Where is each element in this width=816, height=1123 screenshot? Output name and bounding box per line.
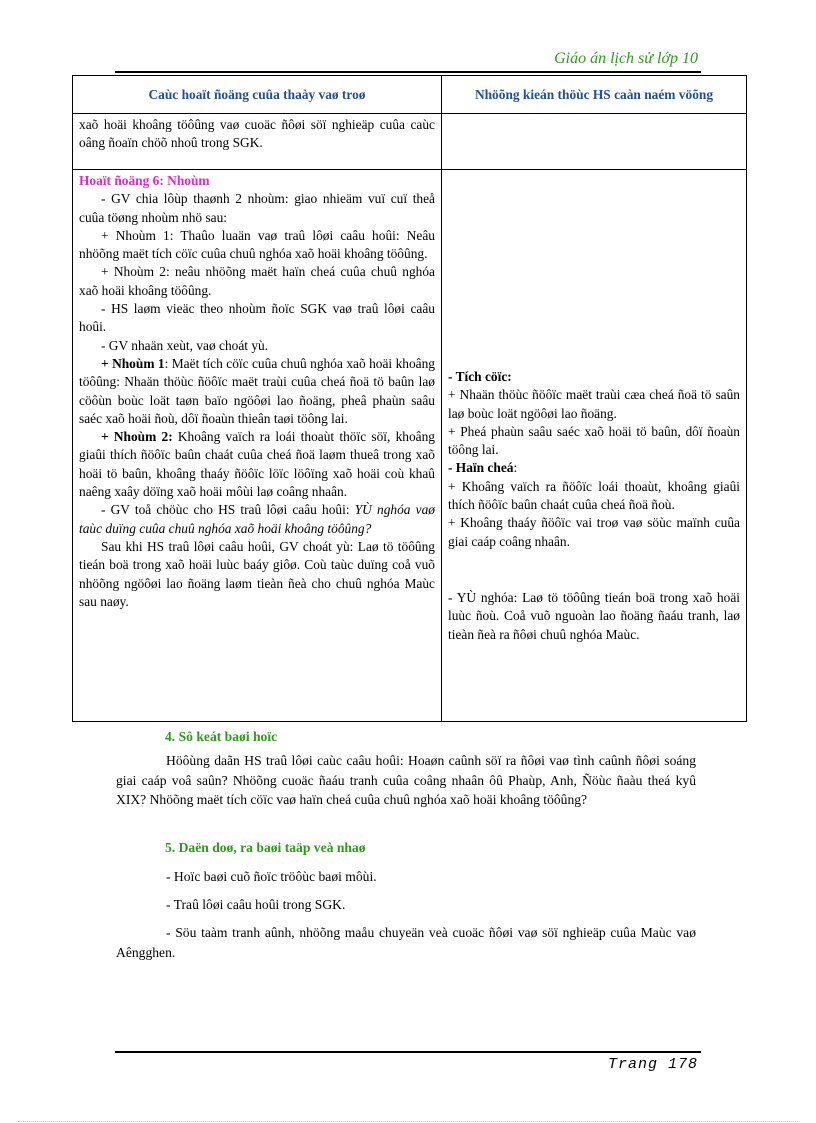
activity-paragraph: + Nhoùm 2: neâu nhöõng maët haïn cheá cuûa chuû nghóa xaõ hoäi khoâng töôûng. [79,264,435,298]
activity-paragraph: - GV nhaän xeùt, vaø choát yù. [101,337,269,353]
spacer [448,551,740,589]
knowledge-item: + Khoâng vaïch ra ñöôïc loái thoaùt, khoâng giaûi thích ñöôïc baûn chaát cuûa cheá ñoä ñoù. [448,478,740,513]
table-cell-empty [442,114,747,170]
activity-title: Hoaït ñoäng 6: Nhoùm [79,173,210,188]
limitations-label: - Haïn cheá [448,460,514,476]
knowledge-item: + Nhaän thöùc ñöôïc maët traùi cæa cheá ñoä tö saûn laø boùc loät ngöôøi lao ñoäng. [448,387,740,421]
group-1-label: + Nhoùm 1 [101,355,165,371]
column-header-student-knowledge: Nhöõng kieán thöùc HS caàn naém vöõng [442,76,747,114]
activity-paragraph: - HS laøm vieäc theo nhoùm ñoïc SGK vaø traû lôøi caâu hoûi. [79,301,435,335]
header-divider [115,71,701,73]
knowledge-heading-limitations [448,459,740,477]
activity-paragraph: - GV chia lôùp thaønh 2 nhoùm: giao nhieäm vuï cuï theå cuûa töøng nhoùm nhö sau: [79,191,435,225]
table-row [73,114,747,170]
continuation-text: xaõ hoäi khoâng töôûng vaø cuoäc ñôøi söï nghieäp cuûa caùc oâng ñoaïn chöõ nhoû trong SGK. [79,117,435,151]
table-row [73,170,747,722]
question-text: YÙ nghóa vaø taùc duïng cuûa chuû nghóa xaõ hoäi khoâng töôûng? [79,502,435,536]
question-intro: - GV toå chöùc cho HS traû lôøi caâu hoûi: [101,502,355,518]
teacher-activity-cell [73,170,442,722]
homework-item: - Söu taàm tranh aûnh, nhöõng maåu chuyeän veà cuoäc ñôøi vaø söï nghieäp cuûa Maùc vaø Aêngghen. [116,925,696,960]
group-2-label: + Nhoùm 2: [101,429,173,445]
group-2-text: Khoâng vaïch ra loái thoaùt thöïc söï, khoâng giaûi thích ñöôïc baûn chaát cuûa cheá ñoä laøm thueâ trong xaõ hoäi tö baûn, khoâng thaáy ñöôïc löïc löôïng xaõ hoäi coù khaû naêng xaây döïng xaõ hoäi môùi laø coâng nhaân. [79,429,435,500]
table-cell-continuation [73,114,442,170]
homework-item: - Traû lôøi caâu hoûi trong SGK. [166,897,346,912]
activity-paragraph: + Nhoùm 1: Thaûo luaän vaø traû lôøi caâu hoûi: Neâu nhöõng maët tích cöïc cuûa chuû nghóa xaõ hoäi khoâng töôûng. [79,227,435,262]
table-header-row [73,76,747,114]
limitations-colon: : [513,460,518,476]
activity-paragraph [79,428,435,501]
spacer [448,172,740,368]
section-5-title: 5. Daën doø, ra baøi taäp veà nhaø [165,840,366,855]
page-edge-divider [18,1121,798,1122]
activity-paragraph: Sau khi HS traû lôøi caâu hoûi, GV choát yù: Laø tö töôûng tieán boä trong xaõ hoäi luùc baáy giôø. Coù taùc duïng coå vuõ nhöõng ngöôøi lao ñoäng laøm tieàn ñeà cho chuû nghóa Maùc sau naøy. [79,538,435,609]
knowledge-item: + Pheá phaùn saâu saéc xaõ hoäi tö baûn, dôï ñoaùn töông lai. [448,423,740,458]
homework-item: - Hoïc baøi cuõ ñoïc tröôùc baøi môùi. [166,869,377,884]
section-4-text: Höôùng daãn HS traû lôøi caùc caâu hoûi: Hoaøn caûnh söï ra ñôøi vaø tình caûnh ñôøi soáng giai caáp voâ saûn? Nhöõng cuoäc ñaáu tranh cuûa coâng nhaân ôû Phaùp, Anh, Ñöùc ñaàu theá kyû XIX? Nhöõng maët tích cöïc vaø haïn cheá cuûa chuû nghóa xaõ hoäi khoâng töôûng? [116,753,696,807]
knowledge-item: + Khoâng thaáy ñöôïc vai troø vaø söùc maïnh cuûa giai caáp coâng nhaân. [448,515,740,549]
lesson-table [72,75,747,722]
student-knowledge-cell [442,170,747,722]
activity-paragraph [79,355,435,428]
group-1-text: : Maët tích cöïc cuûa chuû nghóa xaõ hoäi khoâng töôûng: Nhaän thöùc ñöôïc maët traùi cuûa cheá ñoä tö baûn laø cöôùn boùc loät taøn baïo ngöôøi lao ñoäng, pheâ phaùn saâu saéc xaõ hoäi ñoù, dôï ñoaùn thieân taøi töông lai. [79,355,436,426]
knowledge-heading-positive: - Tích cöïc: [448,369,512,384]
activity-paragraph [79,501,435,538]
section-4-title: 4. Sô keát baøi hoïc [165,729,278,744]
footer-divider [115,1051,701,1053]
page-number: Trang 178 [607,1056,698,1073]
column-header-teacher-activities: Caùc hoaït ñoäng cuûa thaày vaø troø [73,76,442,114]
page-header-title: Giáo án lịch sử lớp 10 [554,50,698,67]
knowledge-significance: - YÙ nghóa: Laø tö töôûng tieán boä trong xaõ hoäi luùc ñoù. Coå vuõ nguoàn lao ñoäng ñaáu tranh, laø tieàn ñeà ra ñôøi chuû nghóa Maùc. [448,589,740,642]
